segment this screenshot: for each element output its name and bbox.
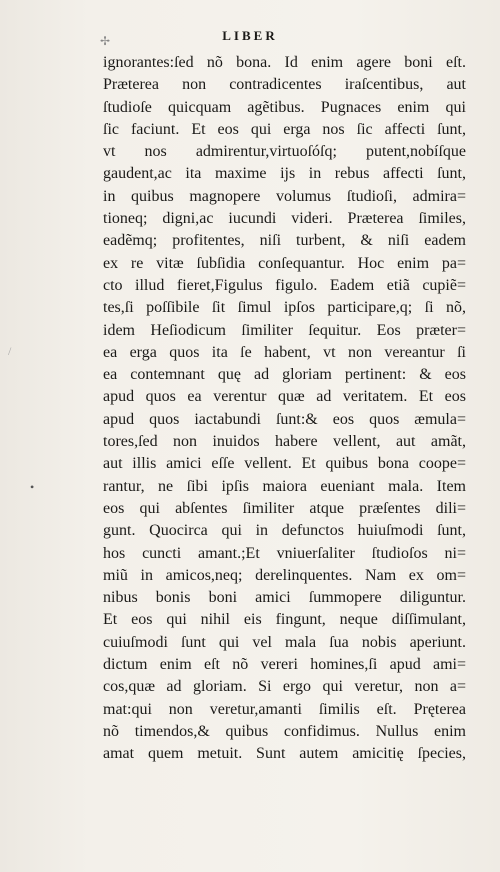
text-line: mat:qui non veretur,amanti ſimilis eſt. Pręterea [103,700,466,718]
text-line: cto illud fieret,Figulus figulo. Eadem etiã cupiẽ= [103,276,466,294]
margin-dot-icon: • [30,480,35,494]
text-line: cos,quæ ad gloriam. Si ergo qui veretur, non a= [103,678,466,696]
body-text [103,52,466,766]
text-line: hos cuncti amant.;Et vniuerſaliter ſtudioſos ni= [103,544,466,562]
text-line: apud quos ea verentur quæ ad veritatem. Et eos [103,388,466,406]
text-line: ea contemnant quę ad gloriam pertinent: & eos [103,366,466,384]
text-line: nibus bonis boni amici ſummopere diliguntur. [103,589,466,607]
text-line: ignorantes:ſed nõ bona. Id enim agere boni eſt. [103,54,466,71]
running-head: LIBER [222,28,278,43]
text-line: ea erga quos ita ſe habent, vt non vereantur ſi [103,343,466,361]
text-line: gaudent,ac ita maxime ijs in rebus affecti ſunt, [103,165,466,183]
text-line: gunt. Quocirca qui in defunctos huiuſmodi ſunt, [103,522,466,540]
text-line: Præterea non contradicentes iraſcentibus, aut [103,76,466,94]
text-line: cuiuſmodi ſunt qui vel mala ſua nobis aperiunt. [103,633,466,651]
corner-mark-icon: ✢ [100,34,111,48]
text-line: vt nos admirentur,virtuoſóſq; putent,nobíſque [103,143,466,161]
text-line: in quibus magnopere volumus ſtudioſi, admira= [103,187,466,205]
text-line: eadẽmq; profitentes, niſi turbent, & niſi eadem [103,232,466,250]
text-line: Et eos qui nihil eis fingunt, neque diſſimulant, [103,611,466,629]
margin-tick-icon: / [8,344,12,358]
text-line: ex re vitæ ſubſidia conſequantur. Hoc enim pa= [103,254,466,272]
text-line: tores,ſed non inuidos habere vellent, aut amãt, [103,433,466,451]
text-line: ſic faciunt. Et eos qui erga nos ſic affecti ſunt, [103,120,466,138]
text-line: tioneq; digni,ac iucundi videri. Præterea ſimiles, [103,210,466,228]
text-line: amat quem metuit. Sunt autem amicitię ſpecies, [103,745,466,763]
text-line: tes,ſi poſſibile ſit ſimul ipſos participare,q; ſi nõ, [103,299,466,317]
text-line: eos qui abſentes ſimiliter atque præſentes dili= [103,499,466,517]
text-line: ſtudioſe quicquam agẽtibus. Pugnaces enim qui [103,98,466,116]
text-line: apud quos iactabundi ſunt:& eos quos æmula= [103,410,466,428]
text-line: rantur, ne ſibi ipſis maiora eueniant mala. Item [103,477,466,495]
text-line: miũ in amicos,neq; derelinquentes. Nam ex om= [103,566,466,584]
text-line: aut illis amici eſſe vellent. Et quibus bona coope= [103,455,466,473]
text-line: idem Heſiodicum ſimiliter ſequitur. Eos præter= [103,321,466,339]
text-line: dictum enim eſt nõ vereri homines,ſi apud ami= [103,656,466,674]
text-line: nõ timendos,& quibus confidimus. Nullus enim [103,722,466,740]
